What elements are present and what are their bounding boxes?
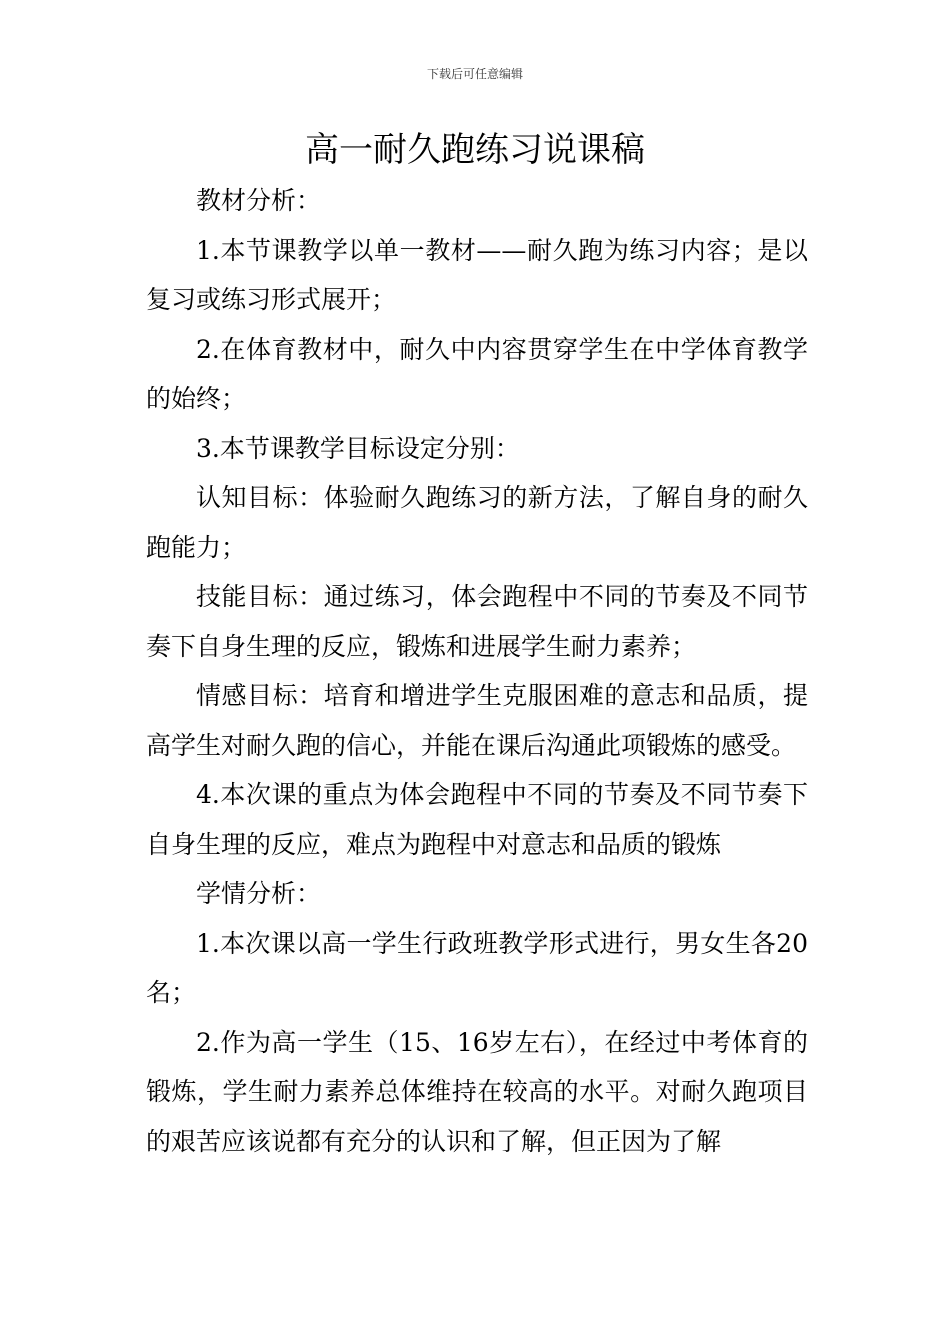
paragraph: 4.本次课的重点为体会跑程中不同的节奏及不同节奏下自身生理的反应，难点为跑程中对意志和品质的锻炼: [146, 780, 808, 859]
paragraph: 学情分析：: [196, 879, 322, 908]
paragraph: 2.作为高一学生（15、16岁左右），在经过中考体育的锻炼，学生耐力素养总体维持在较高的水平。对耐久跑项目的艰苦应该说都有充分的认识和了解，但正因为了解: [146, 1027, 808, 1156]
header-note: 下载后可任意编辑: [426, 67, 523, 81]
paragraph: 教材分析：: [196, 186, 322, 215]
document-body: [146, 176, 808, 1166]
paragraph: 情感目标：培育和增进学生克服困难的意志和品质，提高学生对耐久跑的信心，并能在课后沟通此项锻炼的感受。: [146, 681, 808, 760]
paragraph: 1.本次课以高一学生行政班教学形式进行，男女生各20名；: [146, 928, 808, 1007]
document-title: 高一耐久跑练习说课稿: [305, 130, 645, 170]
paragraph: 3.本节课教学目标设定分别：: [196, 433, 520, 463]
paragraph: 认知目标：体验耐久跑练习的新方法，了解自身的耐久跑能力；: [146, 483, 808, 562]
paragraph: 1.本节课教学以单一教材——耐久跑为练习内容；是以复习或练习形式展开；: [146, 235, 808, 314]
paragraph: 2.在体育教材中，耐久中内容贯穿学生在中学体育教学的始终；: [146, 334, 808, 413]
paragraph: 技能目标：通过练习，体会跑程中不同的节奏及不同节奏下自身生理的反应，锻炼和进展学生耐力素养；: [146, 582, 808, 661]
